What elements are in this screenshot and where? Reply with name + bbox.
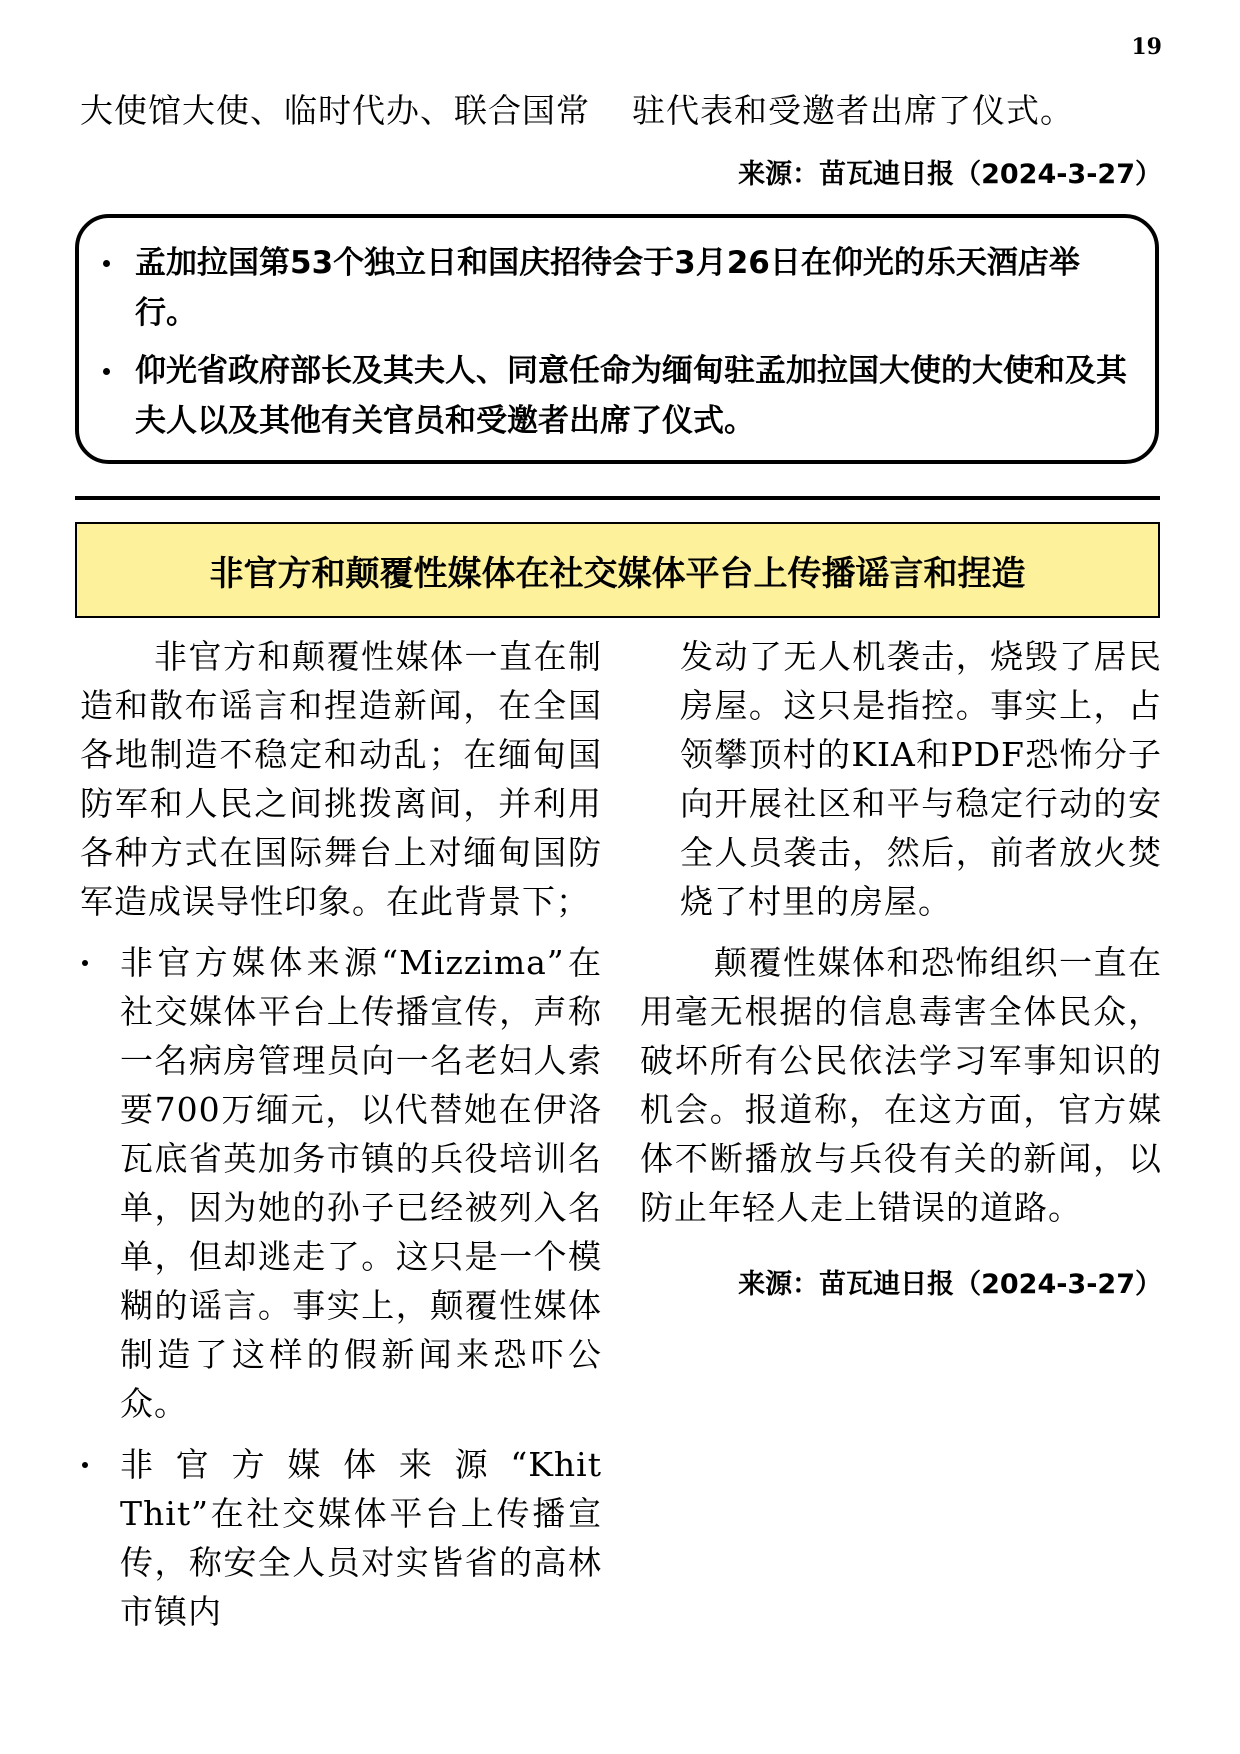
article-headline bbox=[75, 522, 1160, 618]
article-headline-text: 非官方和颠覆性媒体在社交媒体平台上传播谣言和捏造 bbox=[209, 553, 1026, 594]
article-intro-paragraph: 非官方和颠覆性媒体一直在制造和散布谣言和捏造新闻，在全国各地制造不稳定和动乱；在缅甸国防军和人民之间挑拨离间，并利用各种方式在国际舞台上对缅甸国防军造成误导性印象。在此背景下； bbox=[80, 637, 602, 921]
article-bullet-item: 非官方媒体来源“Mizzima”在社交媒体平台上传播宣传，声称一名病房管理员向一名老妇人索要700万缅元，以代替她在伊洛瓦底省英加务市镇的兵役培训名单，因为她的孙子已经被列入名单，但却逃走了。这只是一个模糊的谣言。事实上，颠覆性媒体制造了这样的假新闻来恐吓公众。 bbox=[80, 938, 602, 1428]
highlight-item: 仰光省政府部长及其夫人、同意任命为缅甸驻孟加拉国大使的大使和及其夫人以及其他有关官员和受邀者出席了仪式。 bbox=[103, 346, 1133, 446]
article-bullet-continuation: 发动了无人机袭击，烧毁了居民房屋。这只是指控。事实上，占领攀顶村的KIA和PDF恐怖分子向开展社区和平与稳定行动的安全人员袭击，然后，前者放火焚烧了村里的房屋。 bbox=[680, 637, 1162, 921]
article-bullet-item: 非官方媒体来源“Khit Thit”在社交媒体平台上传播宣传，称安全人员对实皆省的高林市镇内 bbox=[80, 1440, 602, 1636]
continued-text-part-1: 大使馆大使、临时代办、联合国常 bbox=[80, 91, 590, 130]
article-column-left bbox=[80, 632, 636, 1636]
page-number: 19 bbox=[1131, 34, 1162, 60]
article-column-right bbox=[640, 632, 1162, 1232]
highlight-list bbox=[103, 238, 1133, 446]
article-closing-paragraph: 颠覆性媒体和恐怖组织一直在用毫无根据的信息毒害全体民众，破坏所有公民依法学习军事知识的机会。报道称，在这方面，官方媒体不断播放与兵役有关的新闻，以防止年轻人走上错误的道路。 bbox=[640, 943, 1162, 1227]
source-citation-2: 来源：苗瓦迪日报（2024-3-27） bbox=[738, 1269, 1162, 1300]
source-citation-1: 来源：苗瓦迪日报（2024-3-27） bbox=[738, 159, 1162, 190]
highlight-box bbox=[75, 214, 1159, 464]
continued-text-line bbox=[80, 86, 1170, 136]
highlight-item: 孟加拉国第53个独立日和国庆招待会于3月26日在仰光的乐天酒店举行。 bbox=[103, 238, 1133, 338]
continued-text-part-2: 驻代表和受邀者出席了仪式。 bbox=[632, 91, 1074, 130]
section-divider bbox=[75, 496, 1160, 500]
article-bullet-list bbox=[80, 938, 636, 1636]
